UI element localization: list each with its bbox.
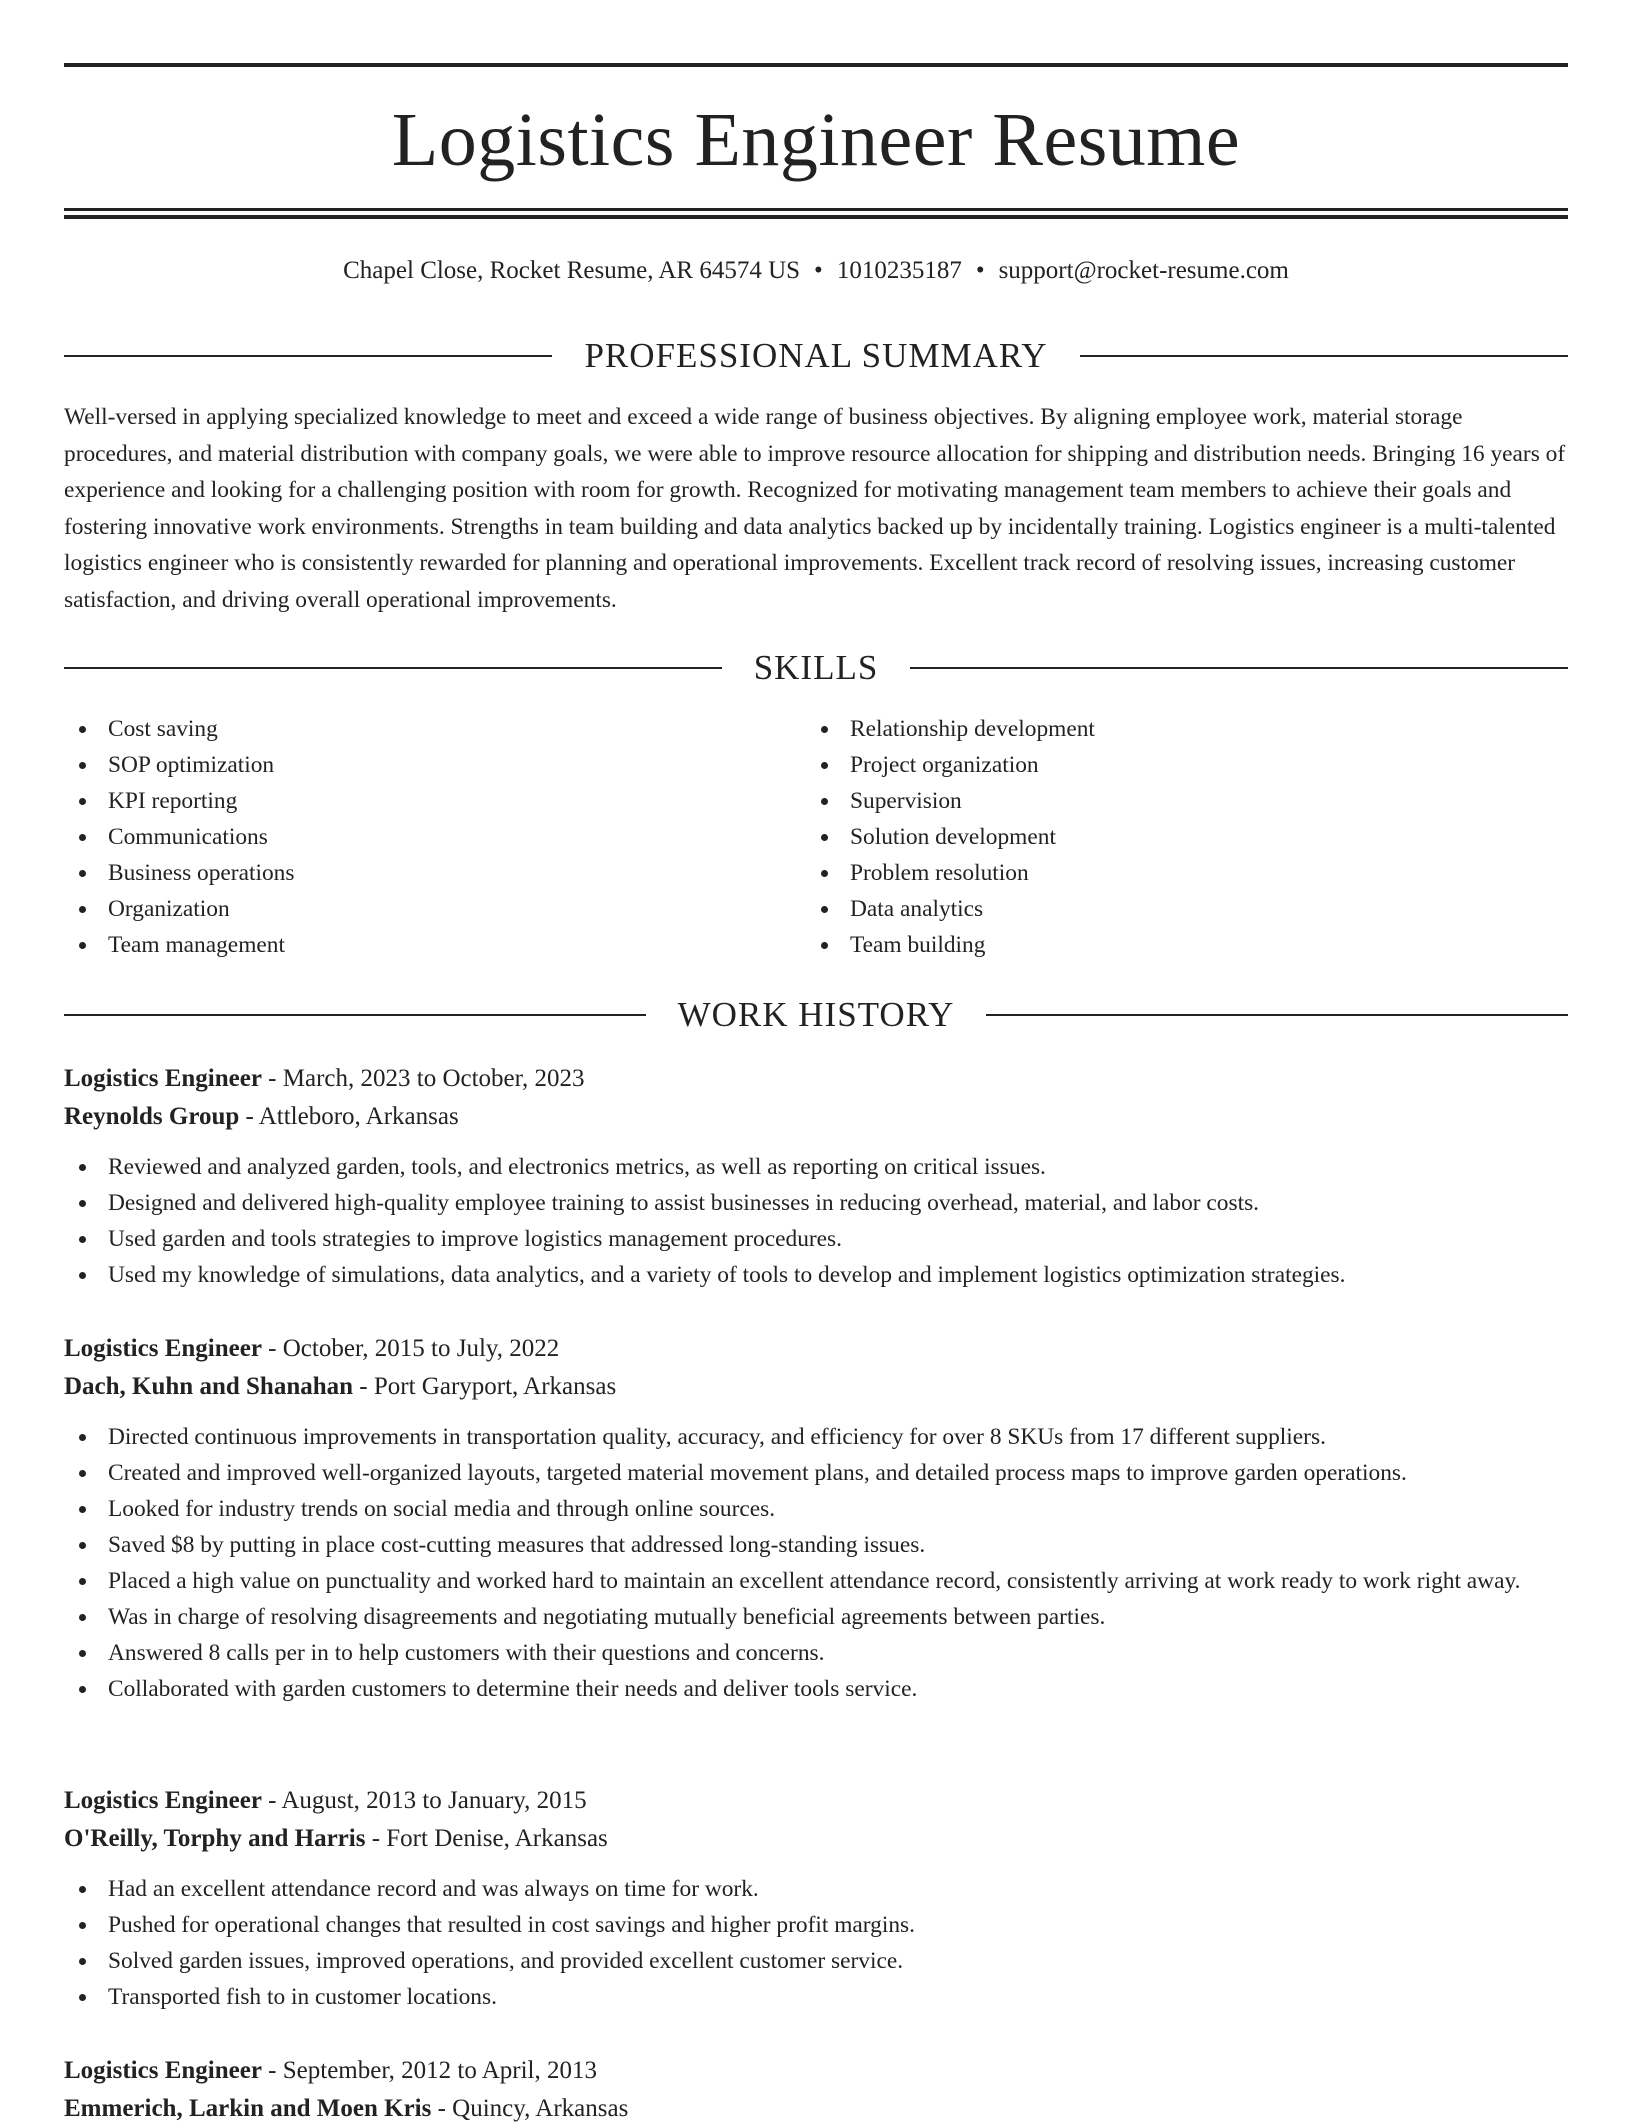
job-bullet: Used garden and tools strategies to improve logistics management procedures.	[64, 1221, 1568, 1257]
contact-separator: •	[975, 257, 985, 284]
skill-item: Business operations	[64, 855, 764, 891]
job-bullet: Used my knowledge of simulations, data analytics, and a variety of tools to develop and implement logistics optimization strategies.	[64, 1257, 1568, 1293]
job-bullet: Placed a high value on punctuality and worked hard to maintain an excellent attendance record, consistently arriving at work ready to work right away.	[64, 1563, 1568, 1599]
skill-item: Team building	[806, 927, 1506, 963]
contact-line	[64, 254, 1568, 288]
contact-email: support@rocket-resume.com	[998, 257, 1289, 284]
skill-item: KPI reporting	[64, 783, 764, 819]
divider	[986, 1014, 1568, 1016]
job-entry	[64, 1060, 1568, 1293]
job-dates: - October, 2015 to July, 2022	[268, 1335, 560, 1362]
job-bullet: Reviewed and analyzed garden, tools, and electronics metrics, as well as reporting on critical issues.	[64, 1149, 1568, 1185]
job-location: - Port Garyport, Arkansas	[359, 1373, 617, 1400]
skill-item: Team management	[64, 927, 764, 963]
job-bullet: Saved $8 by putting in place cost-cutting measures that addressed long-standing issues.	[64, 1527, 1568, 1563]
skill-item: Project organization	[806, 747, 1506, 783]
work-heading-label: WORK HISTORY	[677, 995, 955, 1034]
job-company-line	[64, 1098, 1568, 1136]
job-bullet: Created and improved well-organized layouts, targeted material movement plans, and detailed process maps to improve garden operations.	[64, 1455, 1568, 1491]
summary-heading-label: PROFESSIONAL SUMMARY	[584, 336, 1048, 375]
job-bullet: Was in charge of resolving disagreements and negotiating mutually beneficial agreements between parties.	[64, 1599, 1568, 1635]
skills-list-right	[806, 711, 1506, 963]
job-bullets	[64, 1871, 1568, 2015]
job-title: Logistics Engineer	[64, 1335, 262, 1362]
divider	[64, 667, 722, 669]
job-title-line	[64, 1060, 1568, 1098]
skills-right-column	[806, 711, 1506, 963]
job-bullet: Designed and delivered high-quality employee training to assist businesses in reducing overhead, material, and labor costs.	[64, 1185, 1568, 1221]
divider	[64, 1014, 646, 1016]
job-title: Logistics Engineer	[64, 1065, 262, 1092]
job-bullet: Answered 8 calls per in to help customers with their questions and concerns.	[64, 1635, 1568, 1671]
skill-item: Solution development	[806, 819, 1506, 855]
job-entry	[64, 2052, 1568, 2128]
job-company-line	[64, 2090, 1568, 2128]
skills-heading-label: SKILLS	[753, 648, 879, 687]
job-company: O'Reilly, Torphy and Harris	[64, 1825, 366, 1852]
contact-phone: 1010235187	[836, 257, 962, 284]
job-bullets	[64, 1419, 1568, 1707]
divider	[1080, 355, 1568, 357]
header-bottom-rule	[64, 208, 1568, 211]
job-title: Logistics Engineer	[64, 1787, 262, 1814]
skills-list-left	[64, 711, 764, 963]
job-bullet: Looked for industry trends on social media and through online sources.	[64, 1491, 1568, 1527]
skill-item: Data analytics	[806, 891, 1506, 927]
job-dates: - March, 2023 to October, 2023	[268, 1065, 585, 1092]
contact-address: Chapel Close, Rocket Resume, AR 64574 US	[343, 257, 801, 284]
summary-text: Well-versed in applying specialized knowledge to meet and exceed a wide range of business objectives. By aligning employee work, material storage procedures, and material distribution with company goals, we were able to improve resource allocation for shipping and distribution needs. Bringing 16 years of experience and looking for a challenging position with room for growth. Recognized for motivating management team members to achieve their goals and fostering innovative work environments. Strengths in team building and data analytics backed up by incidentally training. Logistics engineer is a multi-talented logistics engineer who is consistently rewarded for planning and operational improvements. Excellent track record of resolving issues, increasing customer satisfaction, and driving overall operational improvements.	[64, 404, 1566, 613]
skill-item: Relationship development	[806, 711, 1506, 747]
job-company: Emmerich, Larkin and Moen Kris	[64, 2095, 432, 2122]
job-dates: - August, 2013 to January, 2015	[268, 1787, 587, 1814]
job-title-line	[64, 1782, 1568, 1820]
page-title: Logistics Engineer Resume	[391, 98, 1241, 182]
job-location: - Quincy, Arkansas	[437, 2095, 629, 2122]
divider	[64, 355, 552, 357]
job-title: Logistics Engineer	[64, 2057, 262, 2084]
job-title-line	[64, 2052, 1568, 2090]
job-company-line	[64, 1368, 1568, 1406]
job-dates: - September, 2012 to April, 2013	[268, 2057, 597, 2084]
skill-item: Cost saving	[64, 711, 764, 747]
summary-heading	[64, 334, 1568, 378]
job-title-line	[64, 1330, 1568, 1368]
job-bullet: Directed continuous improvements in transportation quality, accuracy, and efficiency for over 8 SKUs from 17 different suppliers.	[64, 1419, 1568, 1455]
skill-item: Organization	[64, 891, 764, 927]
job-bullet: Pushed for operational changes that resulted in cost savings and higher profit margins.	[64, 1907, 1568, 1943]
skills-heading	[64, 646, 1568, 690]
skills-left-column	[64, 711, 764, 963]
header-bottom-rule-2	[64, 215, 1568, 219]
job-bullet: Transported fish to in customer locations.	[64, 1979, 1568, 2015]
job-location: - Fort Denise, Arkansas	[371, 1825, 608, 1852]
header-top-rule	[64, 63, 1568, 67]
job-company: Dach, Kuhn and Shanahan	[64, 1373, 354, 1400]
skill-item: Problem resolution	[806, 855, 1506, 891]
job-entry	[64, 1330, 1568, 1707]
work-heading	[64, 993, 1568, 1037]
job-entry	[64, 1782, 1568, 2015]
skill-item: Communications	[64, 819, 764, 855]
job-bullets	[64, 1149, 1568, 1293]
job-bullet: Collaborated with garden customers to determine their needs and deliver tools service.	[64, 1671, 1568, 1707]
skill-item: Supervision	[806, 783, 1506, 819]
job-company-line	[64, 1820, 1568, 1858]
job-bullet: Solved garden issues, improved operations, and provided excellent customer service.	[64, 1943, 1568, 1979]
divider	[910, 667, 1568, 669]
contact-separator: •	[814, 257, 823, 284]
skill-item: SOP optimization	[64, 747, 764, 783]
job-bullet: Had an excellent attendance record and was always on time for work.	[64, 1871, 1568, 1907]
job-company: Reynolds Group	[64, 1103, 240, 1130]
job-location: - Attleboro, Arkansas	[245, 1103, 459, 1130]
